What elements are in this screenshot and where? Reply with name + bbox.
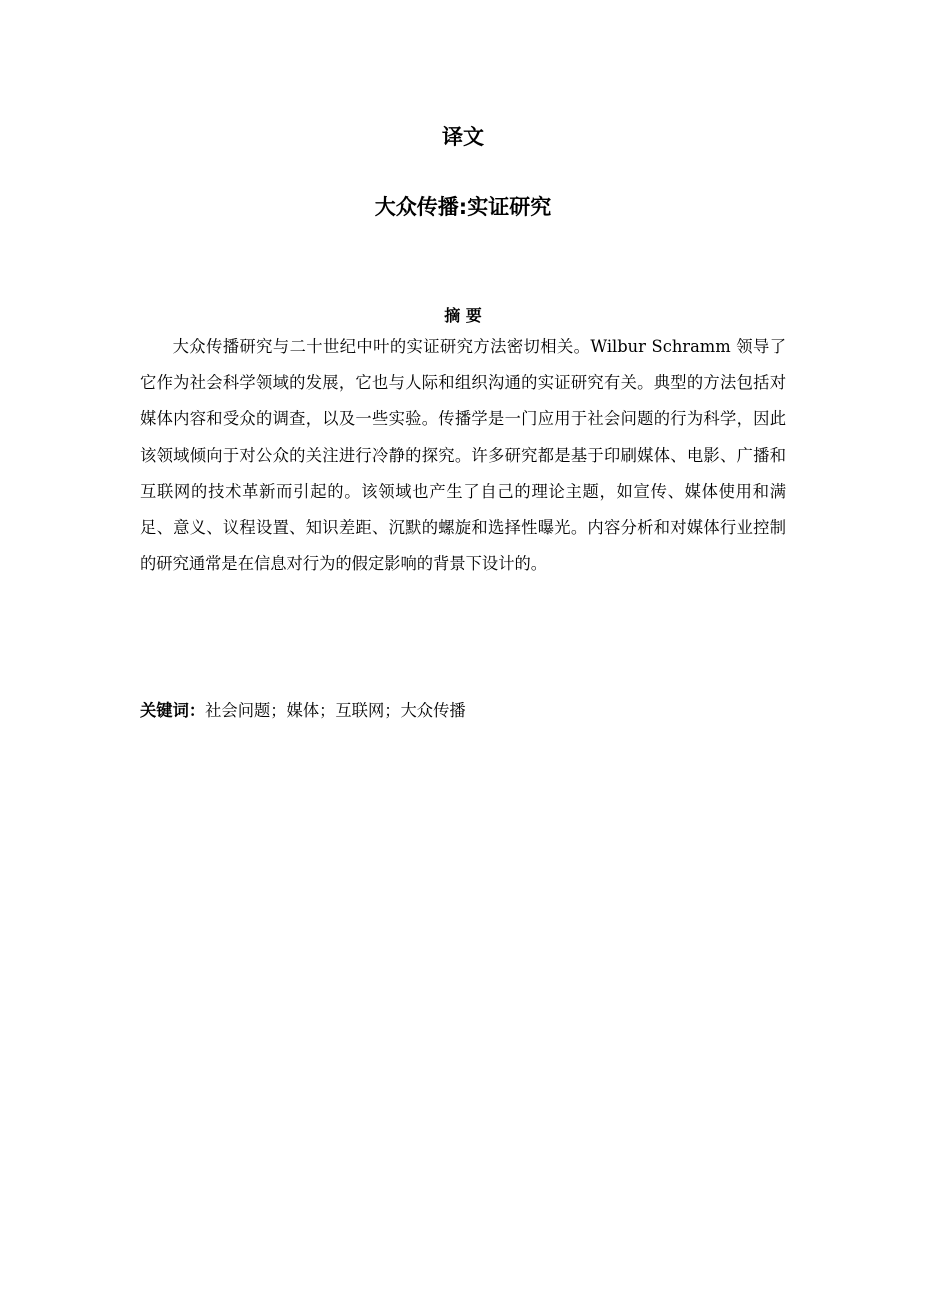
keywords-label: 关键词： [140, 701, 206, 720]
keywords-value: 社会问题；媒体；互联网；大众传播 [205, 701, 466, 720]
keywords-line [140, 698, 786, 724]
abstract-paragraph: 大众传播研究与二十世纪中叶的实证研究方法密切相关。Wilbur Schramm 领导了它作为社会科学领域的发展，它也与人际和组织沟通的实证研究有关。典型的方法包括对媒体内容和受众的调查，以及一些实验。传播学是一门应用于社会问题的行为科学，因此该领域倾向于对公众的关注进行冷静的探究。许多研究都是基于印刷媒体、电影、广播和互联网的技术革新而引起的。该领域也产生了自己的理论主题，如宣传、媒体使用和满足、意义、议程设置、知识差距、沉默的螺旋和选择性曝光。内容分析和对媒体行业控制的研究通常是在信息对行为的假定影响的背景下设计的。 [140, 337, 786, 574]
translation-heading: 译文 [442, 125, 484, 149]
paper-title: 大众传播:实证研究 [374, 195, 552, 219]
abstract-heading: 摘 要 [444, 306, 482, 325]
